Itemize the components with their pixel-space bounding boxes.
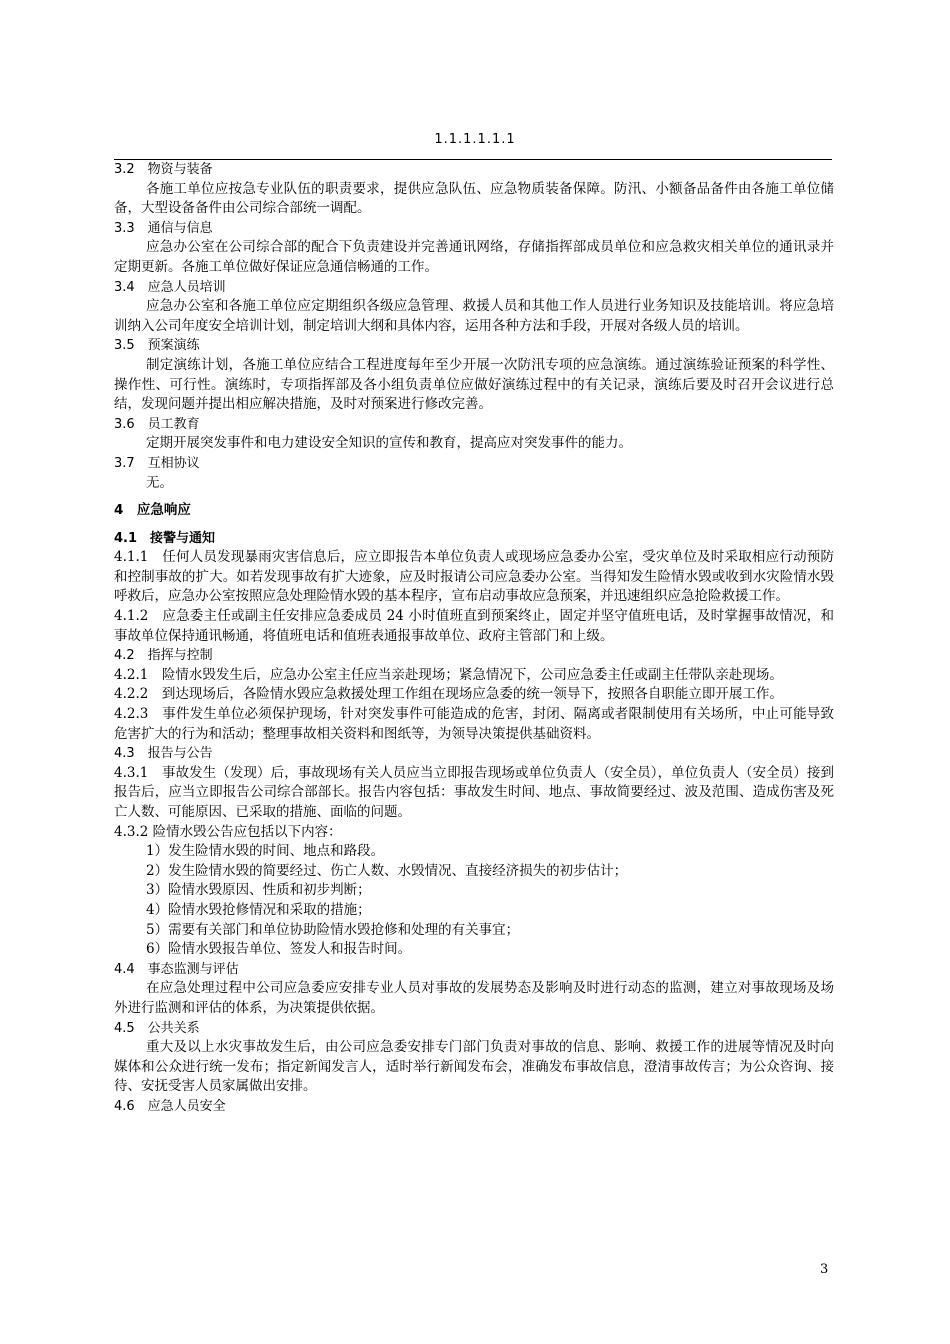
page-header: 1.1.1.1.1.1 <box>434 132 516 147</box>
paragraph: 定期开展突发事件和电力建设安全知识的宣传和教育，提高应对突发事件的能力。 <box>146 435 632 452</box>
paragraph: 应急办公室和各施工单位应定期组织各级应急管理、救援人员和其他工作人员进行业务知识及技能培训。将应急培训纳入公司年度安全培训计划，制定培训大纲和具体内容，运用各种方法和手段，开展对各级人员的培训。 <box>114 298 834 334</box>
section-heading: 3.5 预案演练 <box>114 338 200 354</box>
document-body <box>114 160 834 1117</box>
section-heading: 4.6 应急人员安全 <box>114 1098 226 1114</box>
clause: 4.1.2 应急委主任或副主任安排应急委成员 24 小时值班直到预案终止，固定并坚守值班电话，及时掌握事故情况，和事故单位保持通讯畅通，将值班电话和值班表通报事故单位、政府主管部门和上级。 <box>114 608 834 644</box>
section-heading: 3.6 员工教育 <box>114 416 200 432</box>
paragraph: 应急办公室在公司综合部的配合下负责建设并完善通讯网络，存储指挥部成员单位和应急救灾相关单位的通讯录并定期更新。各施工单位做好保证应急通信畅通的工作。 <box>114 239 834 275</box>
paragraph: 无。 <box>146 474 173 491</box>
paragraph: 在应急处理过程中公司应急委应安排专业人员对事故的发展势态及影响及时进行动态的监测，建立对事故现场及场外进行监测和评估的体系，为决策提供依据。 <box>114 980 834 1016</box>
paragraph: 制定演练计划，各施工单位应结合工程进度每年至少开展一次防汛专项的应急演练。通过演练验证预案的科学性、操作性、可行性。演练时，专项指挥部及各小组负责单位应做好演练过程中的有关记录，演练后要及时召开会议进行总结，发现问题并提出相应解决措施，及时对预案进行修改完善。 <box>114 356 834 413</box>
list-item: 5）需要有关部门和单位协助险情水毁抢修和处理的有关事宜； <box>146 921 520 938</box>
clause: 4.3.1 事故发生（发现）后，事故现场有关人员应当立即报告现场或单位负责人（安全员），单位负责人（安全员）接到报告后，应当立即报告公司综合部部长。报告内容包括：事故发生时间、地点、事故简要经过、波及范围、造成伤害及死亡人数、可能原因、已采取的措施、面临的问题。 <box>114 764 834 820</box>
clause: 4.3.2 险情水毁公告应包括以下内容： <box>114 823 342 840</box>
section-heading: 3.7 互相协议 <box>114 455 200 471</box>
section-heading: 3.4 应急人员培训 <box>114 279 226 295</box>
section-heading: 4.3 报告与公告 <box>114 746 213 762</box>
section-heading: 3.3 通信与信息 <box>114 220 213 236</box>
list-item: 3）险情水毁原因、性质和初步判断； <box>146 882 371 899</box>
section-heading: 4.5 公共关系 <box>114 1020 200 1036</box>
paragraph: 各施工单位应按急专业队伍的职责要求，提供应急队伍、应急物质装备保障。防汛、小额备品备件由各施工单位储备，大型设备备件由公司综合部统一调配。 <box>114 180 834 217</box>
clause: 4.2.2 到达现场后，各险情水毁应急救援处理工作组在现场应急委的统一领导下，按照各自职能立即开展工作。 <box>114 686 783 703</box>
chapter-heading: 4 应急响应 <box>114 502 191 519</box>
section-heading: 3.2 物资与装备 <box>114 162 213 177</box>
clause: 4.2.1 险情水毁发生后，应急办公室主任应当亲赴现场；紧急情况下，公司应急委主任或副主任带队亲赴现场。 <box>114 666 783 683</box>
page-number: 3 <box>820 1262 829 1277</box>
list-item: 4）险情水毁抢修情况和采取的措施； <box>146 901 371 918</box>
clause: 4.2.3 事件发生单位必须保护现场，针对突发事件可能造成的危害，封闭、隔离或者限制使用有关场所，中止可能导致危害扩大的行为和活动；整理事故相关资料和图纸等，为领导决策提供基础资料。 <box>114 706 834 742</box>
clause: 4.1.1 任何人员发现暴雨灾害信息后，应立即报告本单位负责人或现场应急委办公室，受灾单位及时采取相应行动预防和控制事故的扩大。如若发现事故有扩大迹象，应及时报请公司应急委办公室。当得知发生险情水毁或收到水灾险情水毁呼救后，应急办公室按照应急处理险情水毁的基本程序，宣布启动事故应急预案，并迅速组织应急抢险救援工作。 <box>114 549 834 605</box>
section-heading: 4.2 指挥与控制 <box>114 648 213 664</box>
list-item: 6）险情水毁报告单位、签发人和报告时间。 <box>146 941 412 958</box>
section-heading: 4.4 事态监测与评估 <box>114 961 239 977</box>
list-item: 2）发生险情水毁的简要经过、伤亡人数、水毁情况、直接经济损失的初步估计； <box>146 862 628 879</box>
section-heading: 4.1 接警与通知 <box>114 530 216 546</box>
list-item: 1）发生险情水毁的时间、地点和路段。 <box>146 843 385 860</box>
paragraph: 重大及以上水灾事故发生后，由公司应急委安排专门部门负责对事故的信息、影响、救援工作的进展等情况及时向媒体和公众进行统一发布；指定新闻发言人，适时举行新闻发布会，准确发布事故信息，澄清事故传言；为公众咨询、接待、安抚受害人员家属做出安排。 <box>114 1039 834 1095</box>
